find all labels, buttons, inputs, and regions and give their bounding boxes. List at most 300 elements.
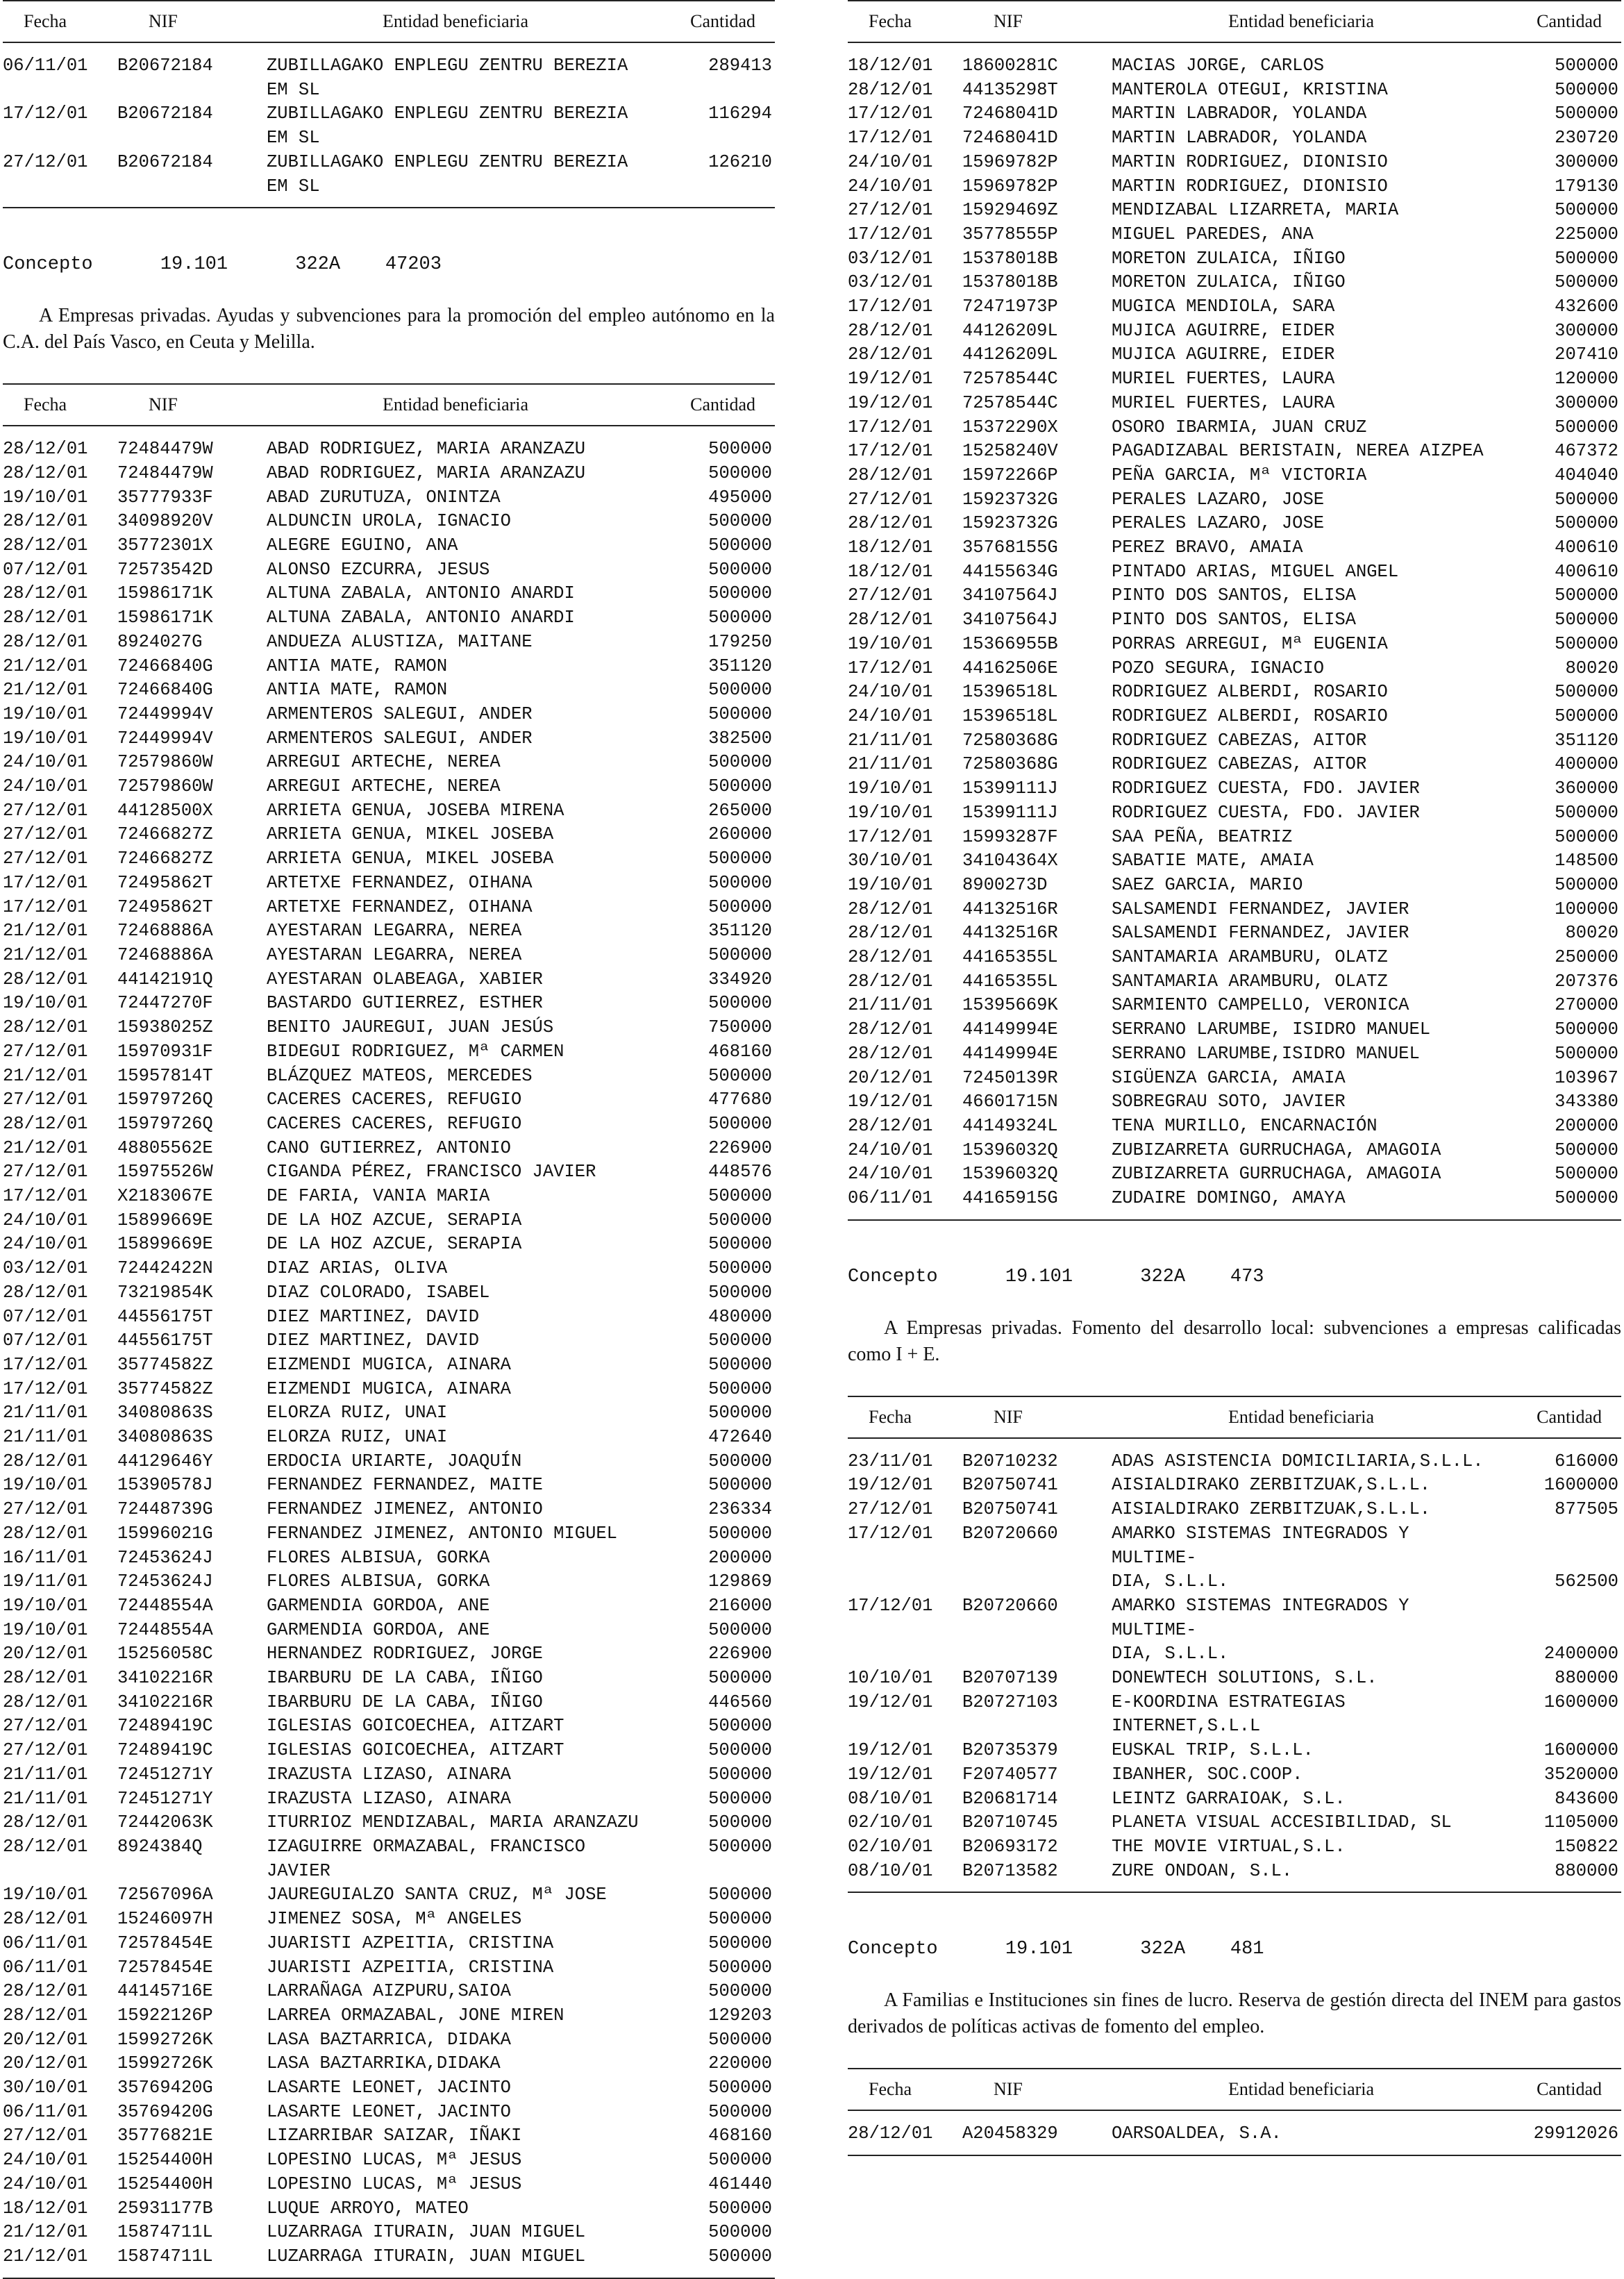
nif-cell: F20740577 <box>962 1764 1058 1785</box>
cantidad-cell: 461440 <box>708 2173 772 2194</box>
entidad-cell: ZUDAIRE DOMINGO, AMAYA <box>1112 1187 1491 1220</box>
fecha-cell: 27/12/01 <box>3 1716 88 1737</box>
entidad-cell: EIZMENDI MUGICA, AINARA <box>267 1354 511 1375</box>
nif-cell: 48805562E <box>117 1137 213 1158</box>
entidad-cell: LIZARRIBAR SAIZAR, IÑAKI <box>267 2126 522 2146</box>
nif-cell: 72453624J <box>117 1571 213 1592</box>
cantidad-cell: 3520000 <box>1543 1764 1618 1785</box>
nif-cell: 15256058C <box>117 1644 213 1664</box>
nif-cell: 72449994V <box>117 703 213 724</box>
table-row <box>3 1522 775 1546</box>
table-row <box>3 1546 775 1571</box>
cantidad-cell: 500000 <box>1555 272 1618 293</box>
table-row <box>848 2110 1621 2155</box>
fecha-cell: 08/10/01 <box>848 1860 962 1893</box>
nif-cell: B20713582 <box>962 1860 1112 1893</box>
entidad-cell: ABAD ZURUTUZA, ONINTZA <box>267 487 501 508</box>
fecha-cell: 28/12/01 <box>3 1909 88 1930</box>
entidad-cell: ALTUNA ZABALA, ANTONIO ANARDI <box>267 583 575 604</box>
fecha-cell: 21/11/01 <box>848 754 933 775</box>
table-row <box>848 464 1621 488</box>
entidad-cell: SIGÜENZA GARCIA, AMAIA <box>1112 1067 1346 1088</box>
fecha-cell: 17/12/01 <box>848 224 933 244</box>
table-row <box>848 777 1621 801</box>
entidad-cell: MANTEROLA OTEGUI, KRISTINA <box>1112 79 1388 100</box>
fecha-cell: 27/12/01 <box>3 1090 88 1110</box>
entidad-cell: ADAS ASISTENCIA DOMICILIARIA,S.L.L. <box>1112 1451 1484 1471</box>
entidad-cell: AYESTARAN LEGARRA, NEREA <box>267 921 522 942</box>
table-row <box>3 823 775 847</box>
fecha-cell: 10/10/01 <box>848 1668 933 1689</box>
entidad-cell: DE LA HOZ AZCUE, SERAPIA <box>267 1210 522 1230</box>
table-header <box>848 1396 1621 1438</box>
entidad-cell: SABATIE MATE, AMAIA <box>1112 851 1314 871</box>
nif-cell: 44556175T <box>117 1330 213 1351</box>
cantidad-cell: 200000 <box>1555 1115 1618 1136</box>
fecha-cell: 17/12/01 <box>848 441 933 462</box>
cantidad-cell: 562500 <box>1555 1571 1618 1592</box>
fecha-cell: 27/12/01 <box>848 489 933 510</box>
table-row <box>848 1763 1621 1787</box>
cantidad-cell: 200000 <box>708 1547 772 1568</box>
entidad-cell: DIAZ ARIAS, OLIVA <box>267 1258 448 1279</box>
fecha-cell: 27/12/01 <box>3 2126 88 2146</box>
cantidad-cell: 236334 <box>708 1499 772 1520</box>
table-row <box>848 295 1621 319</box>
nif-cell: B20672184 <box>117 56 213 76</box>
entidad-cell: DIEZ MARTINEZ, DAVID <box>267 1306 480 1327</box>
cantidad-cell: 500000 <box>708 1378 772 1399</box>
cantidad-cell: 500000 <box>1555 79 1618 100</box>
fecha-cell: 02/10/01 <box>848 1812 933 1833</box>
nif-cell: 72468041D <box>962 103 1058 124</box>
table-row <box>3 678 775 703</box>
cantidad-cell: 500000 <box>644 2245 775 2278</box>
nif-cell: 15390578J <box>117 1475 213 1496</box>
table-row <box>3 510 775 534</box>
entidad-cell: MUJICA AGUIRRE, EIDER <box>1112 344 1335 365</box>
nif-cell: 35774582Z <box>117 1354 213 1375</box>
concepto-line: Concepto 19.101 322A 473 <box>848 1266 1264 1287</box>
cantidad-cell: 500000 <box>708 559 772 580</box>
fecha-cell: 28/12/01 <box>848 344 933 365</box>
cantidad-cell: 500000 <box>708 511 772 532</box>
nif-cell: 72580368G <box>962 730 1058 751</box>
fecha-cell: 19/10/01 <box>848 633 933 654</box>
entidad-cell: ANTIA MATE, RAMON <box>267 656 448 676</box>
cantidad-cell: 500000 <box>708 1909 772 1930</box>
nif-cell: 44142191Q <box>117 969 213 990</box>
fecha-cell: 06/11/01 <box>3 56 88 76</box>
table-row <box>3 1112 775 1137</box>
table-row <box>848 633 1621 657</box>
cantidad-cell: 500000 <box>708 535 772 556</box>
cantidad-cell: 477680 <box>708 1090 772 1110</box>
nif-cell: 73219854K <box>117 1282 213 1303</box>
entidad-cell: BLÁZQUEZ MATEOS, MERCEDES <box>267 1065 533 1086</box>
table-row <box>3 582 775 606</box>
fecha-cell: 24/10/01 <box>3 1234 88 1255</box>
table-row <box>3 1329 775 1353</box>
entidad-cell: ZUBILLAGAKO ENPLEGU ZENTRU BEREZIA EM SL <box>267 56 628 100</box>
nif-cell: B20750741 <box>962 1475 1058 1496</box>
entidad-cell: PEÑA GARCIA, Mª VICTORIA <box>1112 465 1367 485</box>
fecha-cell: 17/12/01 <box>848 417 933 437</box>
entidad-cell: IBANHER, SOC.COOP. <box>1112 1764 1303 1785</box>
fecha-cell: 24/10/01 <box>3 1210 88 1230</box>
table-row <box>3 2052 775 2076</box>
entidad-cell: OARSOALDEA, S.A. <box>1112 2110 1491 2155</box>
cantidad-cell: 270000 <box>1555 995 1618 1016</box>
cantidad-cell: 207410 <box>1555 344 1618 365</box>
cantidad-cell: 500000 <box>708 1186 772 1207</box>
nif-cell: 15258240V <box>962 441 1058 462</box>
fecha-cell: 07/12/01 <box>3 1306 88 1327</box>
entidad-cell: MURIEL FUERTES, LAURA <box>1112 392 1335 413</box>
nif-cell: 72471973P <box>962 297 1058 317</box>
entidad-cell: MACIAS JORGE, CARLOS <box>1112 56 1325 76</box>
fecha-cell: 19/10/01 <box>848 874 933 895</box>
nif-cell: 15923732G <box>962 513 1058 534</box>
nif-cell: 44128500X <box>117 800 213 821</box>
entidad-cell: TENA MURILLO, ENCARNACIÓN <box>1112 1115 1378 1136</box>
fecha-cell: 27/12/01 <box>3 1499 88 1520</box>
nif-cell: 15992726K <box>117 2053 213 2074</box>
entidad-cell: MUGICA MENDIOLA, SARA <box>1112 297 1335 317</box>
nif-cell: 15366955B <box>962 633 1058 654</box>
table-row <box>3 1040 775 1065</box>
fecha-cell: 18/12/01 <box>3 2198 88 2219</box>
fecha-cell: 30/10/01 <box>848 851 933 871</box>
nif-cell: 15979726Q <box>117 1113 213 1134</box>
fecha-cell: 19/10/01 <box>3 703 88 724</box>
cantidad-cell: 500000 <box>708 2078 772 2098</box>
cantidad-cell: 1105000 <box>1543 1812 1618 1833</box>
nif-cell: 72453624J <box>117 1547 213 1568</box>
fecha-cell: 19/12/01 <box>848 1475 933 1496</box>
cantidad-cell: 116294 <box>708 103 772 124</box>
nif-cell: 8924384Q <box>117 1837 203 1857</box>
fecha-cell: 17/12/01 <box>3 1378 88 1399</box>
nif-cell: 72451271Y <box>117 1788 213 1809</box>
table-row <box>3 1980 775 2004</box>
table-row <box>3 2101 775 2125</box>
entidad-cell: SAEZ GARCIA, MARIO <box>1112 874 1303 895</box>
cantidad-cell: 80020 <box>1565 658 1618 678</box>
nif-cell: B20672184 <box>117 151 267 208</box>
fecha-cell: 18/12/01 <box>848 56 933 76</box>
table-row <box>3 2028 775 2053</box>
table-row <box>3 2173 775 2197</box>
nif-cell: 72578544C <box>962 369 1058 390</box>
fecha-cell: 21/11/01 <box>3 1788 88 1809</box>
nif-cell: 72466827Z <box>117 849 213 869</box>
entidad-cell: DIEZ MARTINEZ, DAVID <box>267 1330 480 1351</box>
table-row <box>848 1187 1621 1220</box>
nif-cell: 15969782P <box>962 151 1058 172</box>
cantidad-cell: 500000 <box>708 849 772 869</box>
nif-cell: 72489419C <box>117 1740 213 1761</box>
entidad-cell: FERNANDEZ FERNANDEZ, MAITE <box>267 1475 543 1496</box>
nif-cell: 72450139R <box>962 1067 1058 1088</box>
nif-cell: 72449994V <box>117 728 213 749</box>
table-row <box>848 874 1621 898</box>
entidad-cell: BASTARDO GUTIERREZ, ESTHER <box>267 993 543 1014</box>
entidad-cell: SANTAMARIA ARAMBURU, OLATZ <box>1112 971 1388 992</box>
nif-cell: 34098920V <box>117 511 213 532</box>
cantidad-cell: 500000 <box>1555 633 1618 654</box>
cantidad-cell: 500000 <box>708 2222 772 2243</box>
fecha-cell: 28/12/01 <box>3 1812 88 1833</box>
cantidad-cell: 351120 <box>708 921 772 942</box>
entidad-cell: DONEWTECH SOLUTIONS, S.L. <box>1112 1668 1378 1689</box>
table-row <box>3 2221 775 2245</box>
entidad-cell: ZUBIZARRETA GURRUCHAGA, AMAGOIA <box>1112 1140 1441 1160</box>
fecha-cell: 21/11/01 <box>3 1427 88 1448</box>
table-row <box>848 1787 1621 1812</box>
table-row <box>848 729 1621 753</box>
entidad-cell: ALTUNA ZABALA, ANTONIO ANARDI <box>267 608 575 628</box>
cantidad-cell: 880000 <box>1555 1668 1618 1689</box>
fecha-cell: 19/11/01 <box>3 1571 88 1592</box>
table-row <box>3 703 775 727</box>
cantidad-cell: 448576 <box>708 1162 772 1183</box>
table-row <box>848 1018 1621 1042</box>
table-row <box>848 247 1621 272</box>
fecha-cell: 17/12/01 <box>3 896 88 917</box>
cantidad-cell: 1600000 <box>1543 1475 1618 1496</box>
nif-cell: B20672184 <box>117 103 213 124</box>
table-row <box>848 946 1621 970</box>
cantidad-cell: 500000 <box>708 944 772 965</box>
nif-cell: 44556175T <box>117 1306 213 1327</box>
nif-cell: B20720660 <box>962 1523 1058 1544</box>
beneficiary-table <box>848 1396 1621 1894</box>
table-row <box>848 536 1621 560</box>
entidad-cell: RODRIGUEZ CABEZAS, AITOR <box>1112 754 1367 775</box>
fecha-cell: 20/12/01 <box>3 2053 88 2074</box>
entidad-cell: MARTIN LABRADOR, YOLANDA <box>1112 103 1367 124</box>
header-entidad: Entidad beneficiaria <box>1112 1396 1491 1438</box>
fecha-cell: 27/12/01 <box>848 1499 933 1520</box>
cantidad-cell: 179250 <box>708 631 772 652</box>
fecha-cell: 24/10/01 <box>848 151 933 172</box>
cantidad-cell: 220000 <box>708 2053 772 2074</box>
nif-cell: 35769420G <box>117 2101 213 2122</box>
entidad-cell: AMARKO SISTEMAS INTEGRADOS Y MULTIME- DIA, S.L.L. <box>1112 1523 1409 1592</box>
table-row <box>3 1233 775 1257</box>
nif-cell: 72442063K <box>117 1812 213 1833</box>
cantidad-cell: 260000 <box>708 824 772 845</box>
left-column <box>3 0 775 2279</box>
table-header <box>848 1 1621 42</box>
fecha-cell: 28/12/01 <box>848 513 933 534</box>
nif-cell: 8900273D <box>962 874 1048 895</box>
nif-cell: 35777933F <box>117 487 213 508</box>
fecha-cell: 21/11/01 <box>3 1764 88 1785</box>
table-row <box>3 1932 775 1956</box>
fecha-cell: 21/12/01 <box>3 680 88 701</box>
table-row <box>3 1691 775 1715</box>
nif-cell: 15972266P <box>962 465 1058 485</box>
cantidad-cell: 103967 <box>1555 1067 1618 1088</box>
fecha-cell: 24/10/01 <box>848 706 933 726</box>
fecha-cell: 07/12/01 <box>3 559 88 580</box>
nif-cell: 35776821E <box>117 2126 213 2146</box>
fecha-cell: 28/12/01 <box>848 320 933 341</box>
fecha-cell: 23/11/01 <box>848 1451 933 1471</box>
fecha-cell: 27/12/01 <box>3 824 88 845</box>
table-row <box>848 512 1621 536</box>
cantidad-cell: 500000 <box>708 1523 772 1544</box>
table-row <box>3 1667 775 1691</box>
fecha-cell: 07/12/01 <box>3 1330 88 1351</box>
entidad-cell: RODRIGUEZ CUESTA, FDO. JAVIER <box>1112 778 1420 799</box>
fecha-cell: 19/12/01 <box>848 1764 933 1785</box>
nif-cell: 44135298T <box>962 79 1058 100</box>
table-row <box>3 968 775 992</box>
table-row <box>3 1065 775 1089</box>
fecha-cell: 19/10/01 <box>3 993 88 1014</box>
nif-cell: 35772301X <box>117 535 213 556</box>
cantidad-cell: 150822 <box>1555 1837 1618 1857</box>
fecha-cell: 21/11/01 <box>3 1403 88 1424</box>
cantidad-cell: 382500 <box>708 728 772 749</box>
fecha-cell: 17/12/01 <box>848 1595 933 1616</box>
header-cantidad: Cantidad <box>644 384 775 426</box>
cantidad-cell: 500000 <box>708 2101 772 2122</box>
header-entidad: Entidad beneficiaria <box>267 384 644 426</box>
nif-cell: 72447270F <box>117 993 213 1014</box>
concepto-line: Concepto 19.101 322A 47203 <box>3 254 442 276</box>
entidad-cell: JIMENEZ SOSA, Mª ANGELES <box>267 1909 522 1930</box>
table-row <box>3 462 775 486</box>
entidad-cell: DE FARIA, VANIA MARIA <box>267 1186 490 1207</box>
table-row <box>848 970 1621 994</box>
cantidad-cell: 500000 <box>708 1354 772 1375</box>
cantidad-cell: 126210 <box>644 151 775 208</box>
table-row <box>3 2004 775 2028</box>
table-row <box>848 1691 1621 1739</box>
cantidad-cell: 100000 <box>1555 899 1618 919</box>
table-row <box>3 558 775 583</box>
table-row <box>848 199 1621 223</box>
table-row <box>3 1498 775 1522</box>
cantidad-cell: 351120 <box>1555 730 1618 751</box>
fecha-cell: 19/10/01 <box>3 728 88 749</box>
table-row <box>848 826 1621 850</box>
table-row <box>848 223 1621 247</box>
cantidad-cell: 750000 <box>708 1017 772 1038</box>
cantidad-cell: 500000 <box>1555 1140 1618 1160</box>
table-row <box>848 367 1621 392</box>
fecha-cell: 17/12/01 <box>848 297 933 317</box>
header-fecha: Fecha <box>3 384 117 426</box>
cantidad-cell: 500000 <box>708 1065 772 1086</box>
cantidad-cell: 300000 <box>1555 151 1618 172</box>
table-row <box>3 1353 775 1378</box>
cantidad-cell: 500000 <box>708 1837 772 1857</box>
header-cantidad: Cantidad <box>644 1 775 42</box>
nif-cell: 44149994E <box>962 1043 1058 1064</box>
nif-cell: 34102216R <box>117 1668 213 1689</box>
cantidad-cell: 2400000 <box>1543 1644 1618 1664</box>
fecha-cell: 28/12/01 <box>3 439 88 460</box>
nif-cell: 15929469Z <box>962 200 1058 221</box>
fecha-cell: 24/10/01 <box>848 1140 933 1160</box>
cantidad-cell: 29912026 <box>1491 2110 1621 2155</box>
fecha-cell: 24/10/01 <box>3 2150 88 2171</box>
table-row <box>3 1619 775 1643</box>
entidad-cell: SARMIENTO CAMPELLO, VERONICA <box>1112 995 1409 1016</box>
nif-cell: 72448554A <box>117 1619 213 1640</box>
entidad-cell: IGLESIAS GOICOECHEA, AITZART <box>267 1716 564 1737</box>
right-column <box>848 0 1621 2156</box>
entidad-cell: LOPESINO LUCAS, Mª JESUS <box>267 2150 522 2171</box>
entidad-cell: PINTO DOS SANTOS, ELISA <box>1112 585 1356 606</box>
entidad-cell: MIGUEL PAREDES, ANA <box>1112 224 1314 244</box>
table-row <box>848 994 1621 1018</box>
nif-cell: 44162506E <box>962 658 1058 678</box>
entidad-cell: ABAD RODRIGUEZ, MARIA ARANZAZU <box>267 439 586 460</box>
table-row <box>3 1426 775 1450</box>
fecha-cell: 21/12/01 <box>3 2222 88 2243</box>
table-row <box>848 1835 1621 1860</box>
fecha-cell: 17/12/01 <box>3 1354 88 1375</box>
nif-cell: 15246097H <box>117 1909 213 1930</box>
entidad-cell: MARTIN RODRIGUEZ, DIONISIO <box>1112 151 1388 172</box>
table-row <box>3 1016 775 1040</box>
nif-cell: 15254400H <box>117 2173 213 2194</box>
entidad-cell: MARTIN LABRADOR, YOLANDA <box>1112 128 1367 149</box>
cantidad-cell: 500000 <box>708 583 772 604</box>
fecha-cell: 19/12/01 <box>848 369 933 390</box>
beneficiary-table <box>848 2068 1621 2156</box>
entidad-cell: FERNANDEZ JIMENEZ, ANTONIO <box>267 1499 543 1520</box>
fecha-cell: 21/12/01 <box>3 1137 88 1158</box>
nif-cell: 15986171K <box>117 583 213 604</box>
fecha-cell: 27/12/01 <box>3 800 88 821</box>
entidad-cell: LASA BAZTARRICA, DIDAKA <box>267 2029 511 2050</box>
fecha-cell: 28/12/01 <box>3 1981 88 2002</box>
entidad-cell: ZUBILLAGAKO ENPLEGU ZENTRU BEREZIA EM SL <box>267 103 628 149</box>
nif-cell: 15975526W <box>117 1162 213 1183</box>
fecha-cell: 28/12/01 <box>3 1282 88 1303</box>
nif-cell: 72451271Y <box>117 1764 213 1785</box>
entidad-cell: PINTADO ARIAS, MIGUEL ANGEL <box>1112 561 1399 582</box>
table-row <box>3 896 775 920</box>
cantidad-cell: 877505 <box>1555 1499 1618 1520</box>
cantidad-cell: 351120 <box>708 656 772 676</box>
nif-cell: B20720660 <box>962 1595 1058 1616</box>
nif-cell: 15874711L <box>117 2245 267 2278</box>
fecha-cell: 21/12/01 <box>3 1065 88 1086</box>
nif-cell: 15922126P <box>117 2005 213 2026</box>
nif-cell: 15979726Q <box>117 1090 213 1110</box>
nif-cell: B20710232 <box>962 1451 1058 1471</box>
cantidad-cell: 216000 <box>708 1595 772 1616</box>
entidad-cell: PLANETA VISUAL ACCESIBILIDAD, SL <box>1112 1812 1452 1833</box>
entidad-cell: AYESTARAN LEGARRA, NEREA <box>267 944 522 965</box>
nif-cell: 72448554A <box>117 1595 213 1616</box>
cantidad-cell: 230720 <box>1555 128 1618 149</box>
table-row <box>848 1498 1621 1522</box>
table-row <box>3 1281 775 1305</box>
fecha-cell: 30/10/01 <box>3 2078 88 2098</box>
entidad-cell: BIDEGUI RODRIGUEZ, Mª CARMEN <box>267 1041 564 1062</box>
fecha-cell: 28/12/01 <box>3 511 88 532</box>
entidad-cell: ARMENTEROS SALEGUI, ANDER <box>267 703 533 724</box>
